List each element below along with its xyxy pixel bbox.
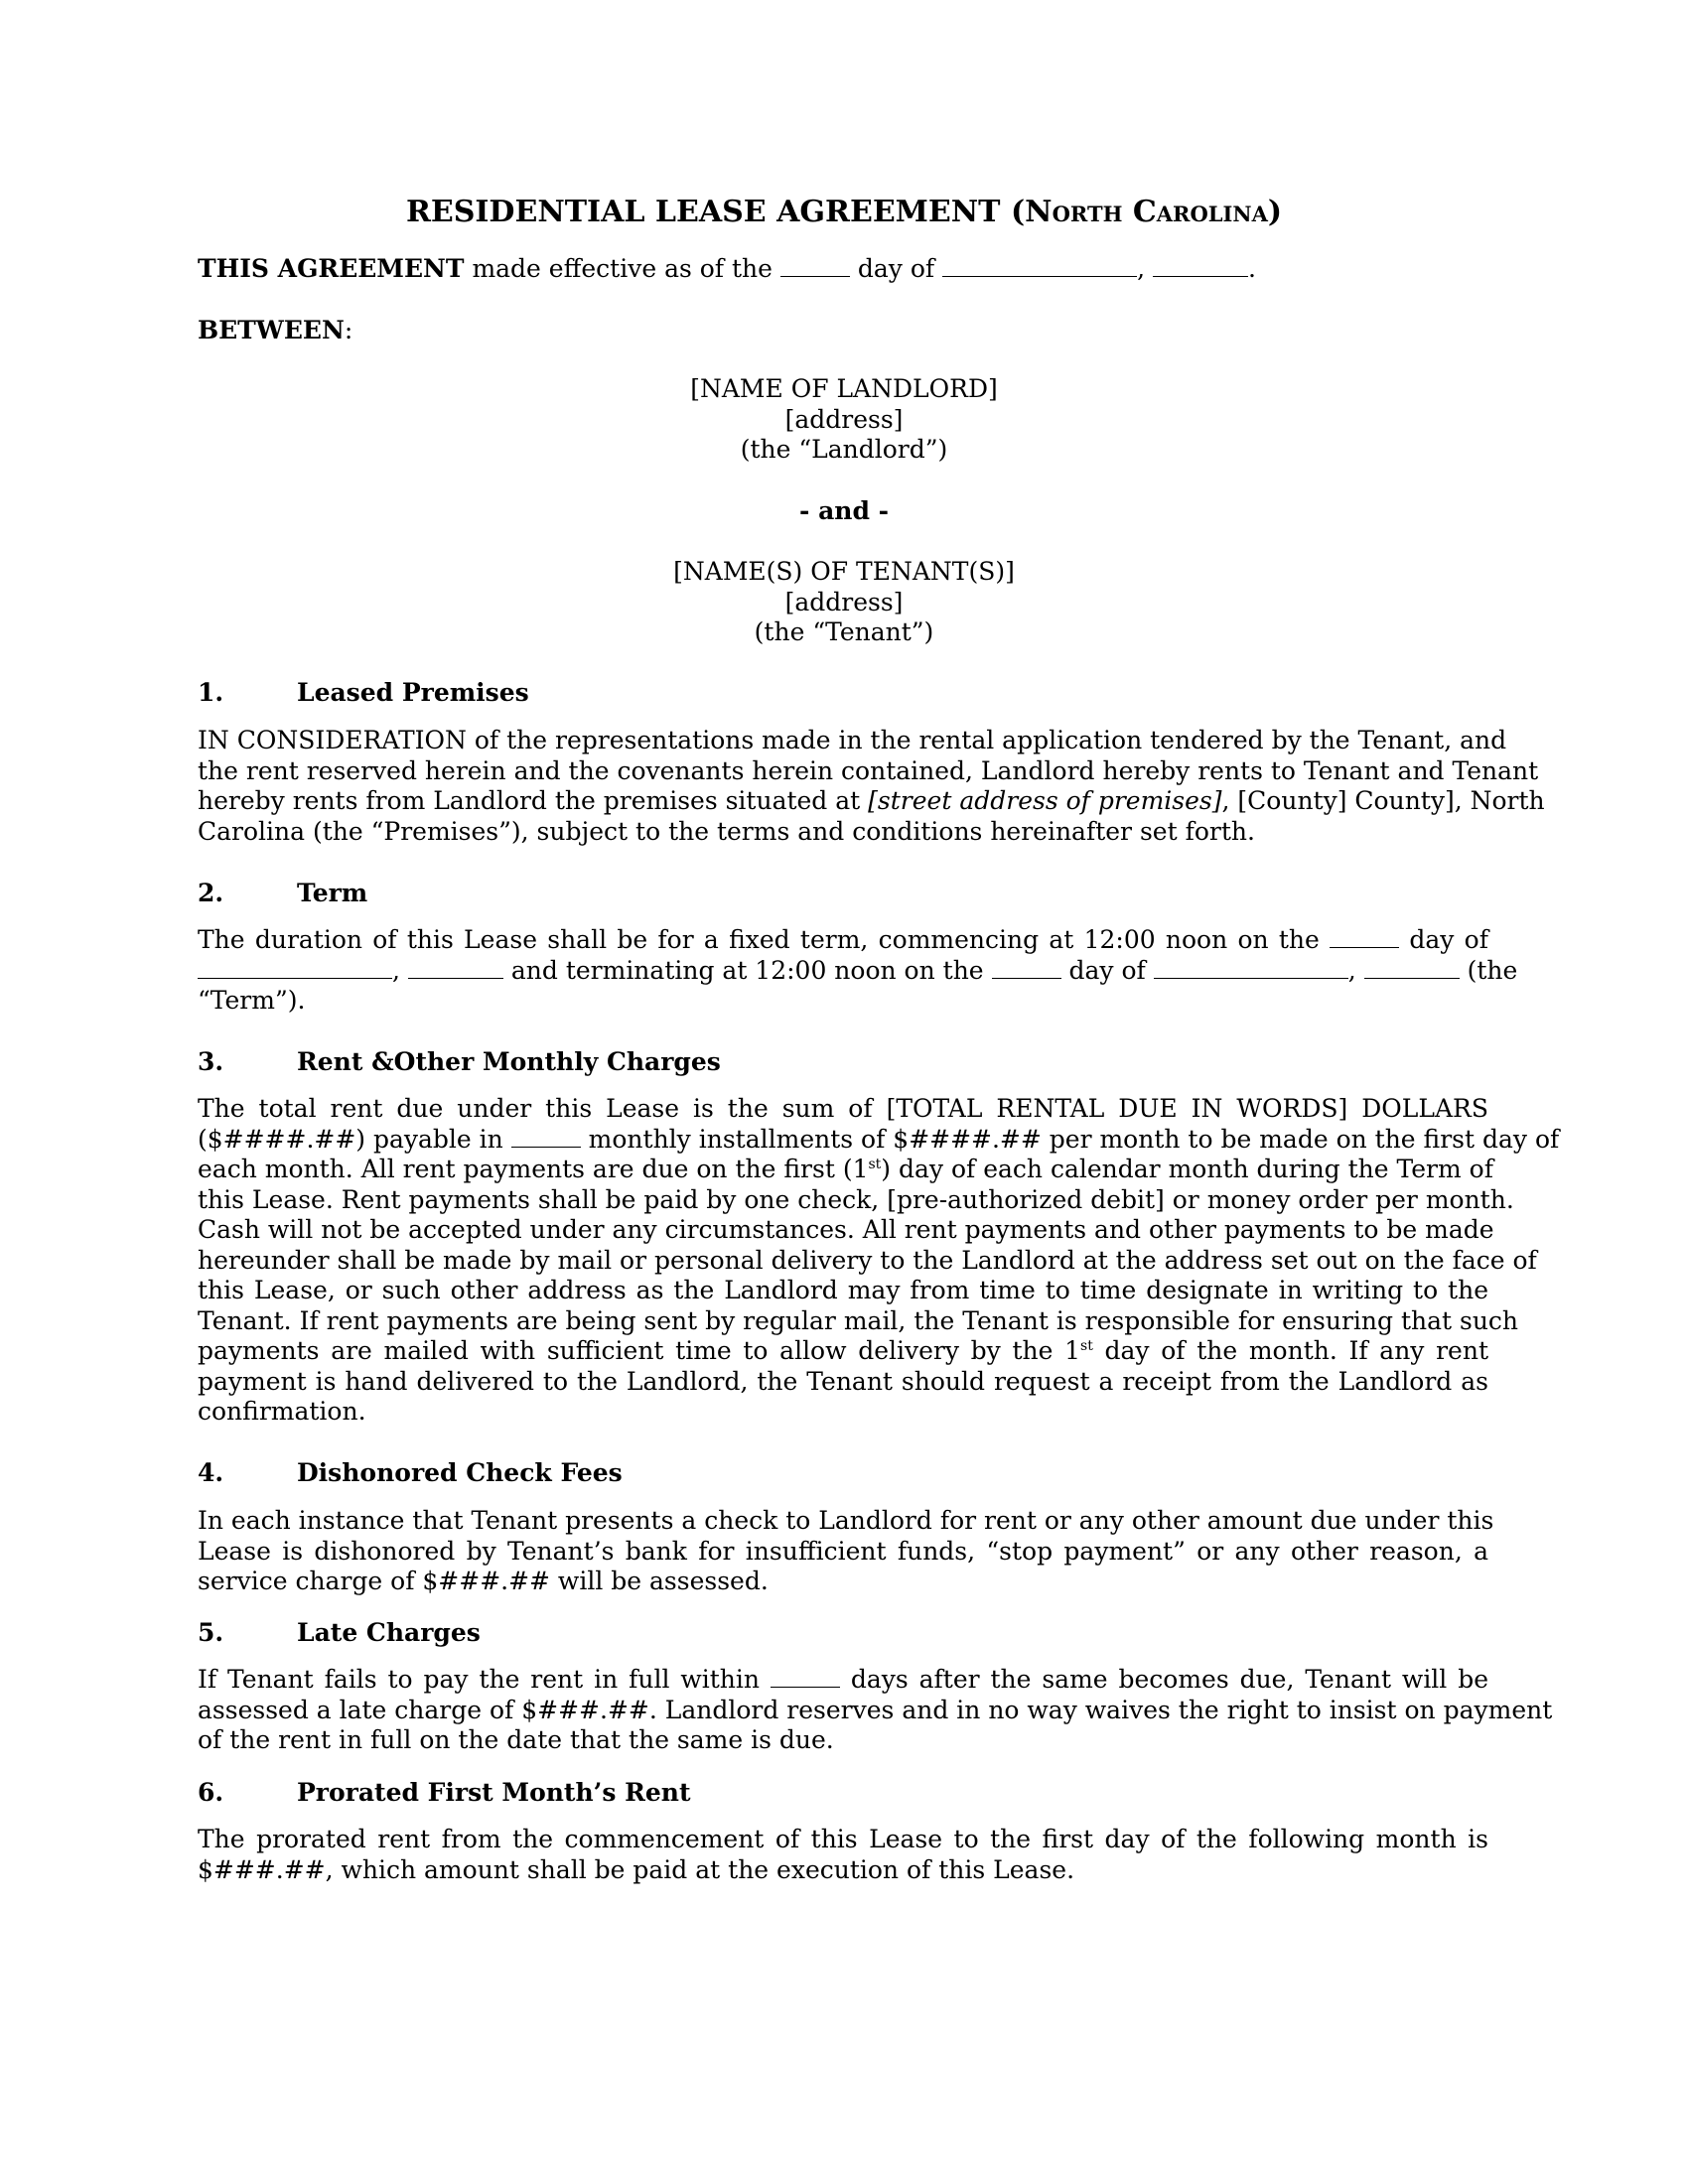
section-heading [198,1458,623,1489]
section-number: 2. [198,879,224,907]
title-main: RESIDENTIAL LEASE AGREEMENT [405,195,1001,229]
body-line: Tenant. If rent payments are being sent by regular mail, the Tenant is responsible for ensuring that such [198,1305,1519,1335]
body-line: Cash will not be accepted under any circumstances. All rent payments and other payments to be made [198,1215,1494,1244]
body-line-text: each month. All rent payments are due on the first (1 [198,1155,869,1183]
landlord-name: [NAME OF LANDLORD] [690,374,998,403]
body-line: In each instance that Tenant presents a check to Landlord for rent or any other amount due under this [198,1506,1494,1535]
body-line: this Lease, or such other address as the Landlord may from time to time designate in writing to the [198,1276,1488,1304]
body-line [198,1155,1493,1185]
intro-text-1: made effective as of the [464,254,780,283]
section-body-dishonored-checks [198,1506,1494,1597]
body-line-text: (the [1467,955,1518,985]
intro-lead: THIS AGREEMENT [198,254,465,283]
body-line-text: The duration of this Lease shall be for a fixed term, commencing at 12:00 noon on the [198,925,1320,954]
body-line-text: , [County] County], North [1221,786,1545,815]
year-blank[interactable] [1153,254,1248,277]
intro-text-2: day of [849,254,943,283]
section-heading [198,1047,721,1078]
section-number: 5. [198,1618,224,1647]
landlord-address: [address] [784,404,904,434]
tenant-name: [NAME(S) OF TENANT(S)] [673,557,1015,586]
between-label: BETWEEN [198,316,345,344]
section-title: Dishonored Check Fees [297,1458,623,1487]
term-end-month-blank[interactable] [1154,956,1348,979]
body-line: hereunder shall be made by mail or personal delivery to the Landlord at the address set out on the face of [198,1245,1537,1275]
body-line-text: and terminating at 12:00 noon on the [510,955,984,985]
section-body-rent [198,1094,1560,1428]
intro-text-3: , [1137,254,1153,283]
body-line-text: monthly installments of $####.## per month to be made on the first day of [588,1124,1560,1154]
body-line-text: day of [1409,925,1488,954]
body-line: The total rent due under this Lease is the sum of [TOTAL RENTAL DUE IN WORDS] DOLLARS [198,1094,1488,1123]
body-line [198,925,1488,956]
body-line-text: day of [1068,955,1146,985]
body-line-text: ($####.##) payable in [198,1124,503,1154]
body-line-text: days after the same becomes due, Tenant will be [850,1665,1489,1694]
body-line-text: , [392,955,400,985]
body-line-text: day of the month. If any rent [1092,1336,1489,1365]
body-line: payment is hand delivered to the Landlord, the Tenant should request a receipt from the Landlord as [198,1366,1488,1396]
body-line: Lease is dishonored by Tenant’s bank for insufficient funds, “stop payment” or any other reason, a [198,1536,1488,1566]
body-line-text: If Tenant fails to pay the rent in full within [198,1665,761,1694]
section-number: 3. [198,1047,224,1076]
section-number: 1. [198,678,224,707]
section-title: Leased Premises [297,678,529,707]
section-number: 4. [198,1458,224,1487]
ordinal-suffix: st [1080,1338,1093,1354]
section-body-late-charges [198,1665,1553,1756]
body-line [198,955,1518,987]
document-title [0,193,1688,232]
tenant-address: [address] [784,587,904,616]
section-title: Prorated First Month’s Rent [297,1778,691,1807]
grace-days-blank[interactable] [771,1665,840,1688]
title-state: (North Carolina) [1010,195,1283,229]
premises-address-placeholder: [street address of premises] [868,786,1222,815]
body-line: $###.##, which amount shall be paid at the execution of this Lease. [198,1854,1075,1884]
body-line: service charge of $###.## will be assessed. [198,1567,769,1595]
body-line: this Lease. Rent payments shall be paid by one check, [pre-authorized debit] or money order per month. [198,1184,1514,1214]
body-line-text: , [1347,955,1356,985]
section-body-leased-premises [198,726,1545,847]
body-line: The prorated rent from the commencement of this Lease to the first day of the following month is [198,1825,1488,1853]
term-end-year-blank[interactable] [1364,956,1460,979]
section-body-prorated-rent [198,1825,1488,1885]
section-heading [198,1778,691,1809]
intro-line [198,254,1256,285]
day-blank[interactable] [780,254,850,277]
section-title: Term [297,879,368,907]
body-line-text: ) day of each calendar month during the Term of [881,1155,1493,1183]
section-title: Rent &Other Monthly Charges [297,1047,721,1076]
installments-blank[interactable] [511,1125,581,1148]
body-line [198,1124,1560,1156]
body-line-text: payments are mailed with sufficient time to allow delivery by the 1 [198,1336,1081,1365]
section-heading [198,678,529,709]
section-number: 6. [198,1778,224,1807]
body-line-text: hereby rents from Landlord the premises situated at [198,786,869,815]
between-line [198,316,352,346]
body-line: the rent reserved herein and the covenants herein contained, Landlord hereby rents to Tenant and Tenant [198,755,1539,785]
term-start-month-blank[interactable] [198,956,392,979]
tenant-role: (the “Tenant”) [754,617,934,646]
term-start-day-blank[interactable] [1330,925,1399,948]
body-line: “Term”). [198,986,306,1015]
landlord-role: (the “Landlord”) [740,435,948,464]
body-line: IN CONSIDERATION of the representations made in the rental application tendered by the Tenant, and [198,726,1507,754]
ordinal-suffix: st [868,1157,882,1172]
section-title: Late Charges [297,1618,481,1647]
intro-text-4: . [1247,254,1256,283]
section-body-term [198,925,1518,1017]
landlord-block [496,374,1192,466]
body-line: assessed a late charge of $###.##. Landlord reserves and in no way waives the right to insist on payment [198,1695,1553,1724]
body-line: confirmation. [198,1397,366,1426]
body-line [198,1665,1488,1696]
term-start-year-blank[interactable] [408,956,503,979]
and-separator: - and - [798,496,889,525]
month-blank[interactable] [942,254,1137,277]
body-line: of the rent in full on the date that the same is due. [198,1725,834,1754]
section-heading [198,1618,481,1649]
term-end-day-blank[interactable] [992,956,1061,979]
tenant-block [496,557,1192,648]
body-line: Carolina (the “Premises”), subject to the terms and conditions hereinafter set forth. [198,816,1255,846]
between-colon: : [344,316,353,344]
body-line [198,786,1545,817]
section-heading [198,879,367,909]
body-line [198,1336,1488,1367]
